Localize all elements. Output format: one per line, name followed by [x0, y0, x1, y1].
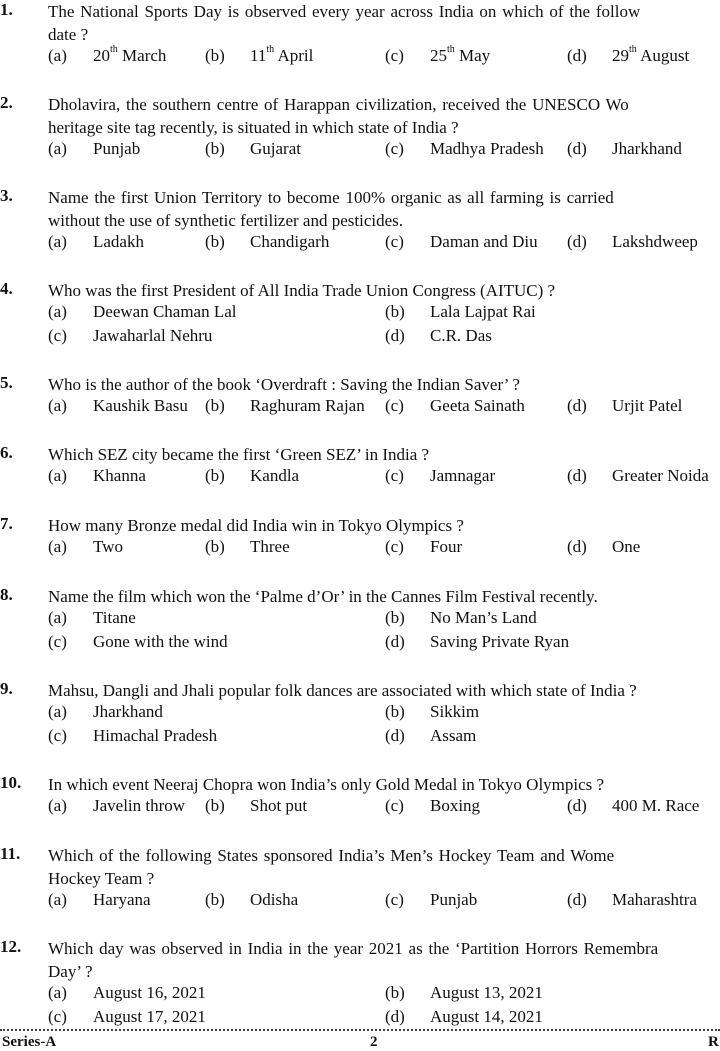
option-value: Lala Lajpat Rai	[430, 302, 536, 321]
question-number: 6.	[0, 443, 13, 462]
option-label: (b)	[385, 702, 405, 721]
option-value: Jawaharlal Nehru	[93, 326, 213, 345]
question-number: 12.	[0, 937, 22, 956]
option-label: (c)	[385, 796, 404, 815]
option-value: Boxing	[430, 796, 481, 815]
option-label: (d)	[567, 466, 587, 485]
question-text-line: Day’ ?	[48, 962, 93, 981]
question-text-line: In which event Neeraj Chopra won India’s only Gold Medal in Tokyo Olympics ?	[48, 775, 605, 794]
question-number: 8.	[0, 585, 13, 604]
option-value: Titane	[93, 608, 136, 627]
option-label: (b)	[205, 537, 225, 556]
option-label: (d)	[567, 890, 587, 909]
option-label: (b)	[385, 608, 405, 627]
option-label: (d)	[567, 139, 587, 158]
option-label: (b)	[205, 46, 225, 65]
question-number: 11.	[0, 844, 21, 863]
option-label: (a)	[48, 608, 67, 627]
option-label: (c)	[48, 326, 67, 345]
option-value: 25th May	[430, 44, 491, 65]
option-label: (d)	[567, 796, 587, 815]
option-value: Punjab	[430, 890, 478, 909]
option-value: August 13, 2021	[430, 983, 543, 1002]
question-number: 1.	[0, 0, 13, 19]
option-value: Chandigarh	[250, 232, 330, 251]
question-number: 5.	[0, 373, 13, 392]
option-label: (c)	[48, 1007, 67, 1026]
option-label: (d)	[385, 726, 405, 745]
option-value: August 17, 2021	[93, 1007, 206, 1026]
option-label: (b)	[205, 139, 225, 158]
option-label: (a)	[48, 890, 67, 909]
option-value: Gone with the wind	[93, 632, 228, 651]
question-text-line: heritage site tag recently, is situated in which state of India ?	[48, 118, 459, 137]
option-label: (b)	[205, 466, 225, 485]
option-label: (b)	[385, 983, 405, 1002]
option-value: Deewan Chaman Lal	[93, 302, 237, 321]
question-text-line: Which day was observed in India in the year 2021 as the ‘Partition Horrors Remembra	[48, 939, 659, 958]
option-value: Kaushik Basu	[93, 396, 188, 415]
option-value: Urjit Patel	[612, 396, 683, 415]
option-label: (c)	[385, 537, 404, 556]
question-text-line: Mahsu, Dangli and Jhali popular folk dances are associated with which state of India ?	[48, 681, 637, 700]
question-number: 7.	[0, 514, 13, 533]
question-number: 10.	[0, 773, 22, 792]
question-text-line: The National Sports Day is observed every year across India on which of the follow	[48, 2, 641, 21]
option-label: (b)	[385, 302, 405, 321]
option-value: Assam	[430, 726, 477, 745]
option-label: (b)	[205, 796, 225, 815]
option-label: (c)	[385, 46, 404, 65]
footer-series: Series-A	[2, 1034, 57, 1050]
option-label: (d)	[567, 537, 587, 556]
option-label: (a)	[48, 537, 67, 556]
option-label: (c)	[385, 466, 404, 485]
option-value: Lakshdweep	[612, 232, 698, 251]
option-value: Saving Private Ryan	[430, 632, 570, 651]
option-label: (d)	[567, 46, 587, 65]
question-text-line: Who is the author of the book ‘Overdraft : Saving the Indian Saver’ ?	[48, 375, 520, 394]
option-value: Sikkim	[430, 702, 480, 721]
question-number: 4.	[0, 279, 13, 298]
option-value: Geeta Sainath	[430, 396, 525, 415]
option-label: (a)	[48, 302, 67, 321]
question-text-line: date ?	[48, 25, 89, 44]
option-label: (b)	[205, 890, 225, 909]
question-text-line: Who was the first President of All India Trade Union Congress (AITUC) ?	[48, 281, 556, 300]
option-label: (a)	[48, 702, 67, 721]
option-label: (c)	[48, 726, 67, 745]
option-value: Madhya Pradesh	[430, 139, 544, 158]
option-value: One	[612, 537, 641, 556]
question-text-line: Dholavira, the southern centre of Harappan civilization, received the UNESCO Wo	[48, 95, 629, 114]
option-value: Daman and Diu	[430, 232, 538, 251]
question-text-line: Name the film which won the ‘Palme d’Or’ in the Cannes Film Festival recently.	[48, 587, 598, 606]
option-value: Himachal Pradesh	[93, 726, 218, 745]
option-value: Kandla	[250, 466, 300, 485]
footer-divider	[0, 1029, 720, 1031]
option-label: (c)	[385, 139, 404, 158]
option-value: Four	[430, 537, 463, 556]
option-label: (d)	[385, 1007, 405, 1026]
option-value: 11th April	[250, 44, 314, 65]
option-label: (a)	[48, 396, 67, 415]
footer-page-number: 2	[370, 1034, 378, 1050]
question-number: 2.	[0, 93, 13, 112]
question-text-line: Which of the following States sponsored India’s Men’s Hockey Team and Wome	[48, 846, 615, 865]
question-text-line: without the use of synthetic fertilizer and pesticides.	[48, 211, 404, 230]
option-label: (c)	[385, 396, 404, 415]
option-label: (c)	[385, 232, 404, 251]
option-label: (d)	[567, 396, 587, 415]
option-value: Punjab	[93, 139, 141, 158]
question-number: 3.	[0, 186, 13, 205]
option-value: Jharkhand	[612, 139, 682, 158]
option-value: Haryana	[93, 890, 151, 909]
option-value: Javelin throw	[93, 796, 186, 815]
option-label: (a)	[48, 796, 67, 815]
option-value: C.R. Das	[430, 326, 492, 345]
option-value: Jamnagar	[430, 466, 496, 485]
option-value: August 14, 2021	[430, 1007, 543, 1026]
option-value: 29th August	[612, 44, 690, 65]
question-text-line: Name the first Union Territory to become 100% organic as all farming is carried	[48, 188, 614, 207]
option-label: (a)	[48, 983, 67, 1002]
option-value: Greater Noida	[612, 466, 709, 485]
option-value: Odisha	[250, 890, 299, 909]
option-value: Ladakh	[93, 232, 144, 251]
option-label: (c)	[385, 890, 404, 909]
question-text-line: Which SEZ city became the first ‘Green SEZ’ in India ?	[48, 445, 430, 464]
option-value: August 16, 2021	[93, 983, 206, 1002]
option-value: Three	[250, 537, 290, 556]
option-value: Shot put	[250, 796, 308, 815]
option-label: (d)	[385, 632, 405, 651]
option-label: (a)	[48, 466, 67, 485]
option-label: (a)	[48, 46, 67, 65]
option-value: Jharkhand	[93, 702, 163, 721]
option-label: (b)	[205, 232, 225, 251]
option-value: Khanna	[93, 466, 146, 485]
question-number: 9.	[0, 679, 13, 698]
question-text-line: How many Bronze medal did India win in Tokyo Olympics ?	[48, 516, 464, 535]
option-label: (a)	[48, 139, 67, 158]
option-label: (b)	[205, 396, 225, 415]
question-text-line: Hockey Team ?	[48, 869, 155, 888]
footer-right-code: R	[708, 1034, 719, 1050]
option-value: Raghuram Rajan	[250, 396, 365, 415]
option-label: (c)	[48, 632, 67, 651]
option-value: Maharashtra	[612, 890, 697, 909]
option-value: Gujarat	[250, 139, 301, 158]
option-value: 20th March	[93, 44, 167, 65]
option-label: (a)	[48, 232, 67, 251]
option-value: 400 M. Race	[612, 796, 700, 815]
option-value: Two	[93, 537, 123, 556]
option-label: (d)	[567, 232, 587, 251]
option-value: No Man’s Land	[430, 608, 537, 627]
option-label: (d)	[385, 326, 405, 345]
